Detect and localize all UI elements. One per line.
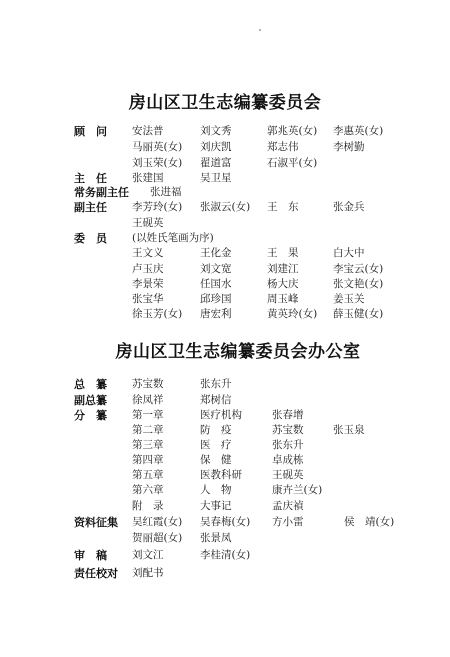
member-name: 吴红霞(女) (132, 516, 183, 528)
member-name: 石淑平(女) (267, 157, 318, 169)
office-row (0, 530, 450, 547)
member-name: 张金兵 (333, 201, 365, 213)
member-name: 李景荣 (132, 278, 164, 290)
office-row (0, 498, 450, 515)
office-row (0, 514, 450, 531)
member-name: 刘文江 (132, 549, 164, 561)
member-name: 张进福 (150, 186, 182, 198)
member-name: 刘庆凯 (200, 141, 232, 153)
member-name: 吴春梅(女) (200, 516, 251, 528)
office-row (0, 547, 450, 564)
member-name: 郭兆英(女) (267, 125, 318, 137)
committee-row (0, 306, 450, 323)
member-name: 郑树信 (200, 394, 232, 406)
member-name: 翟道富 (200, 157, 232, 169)
member-name: 周玉峰 (267, 293, 299, 305)
member-name: 刘配书 (132, 567, 164, 579)
member-name: 杨大庆 (267, 278, 299, 290)
member-name: 苏宝数 (132, 378, 164, 390)
member-name: 张建国 (132, 172, 164, 184)
member-name: 李惠英(女) (333, 125, 384, 137)
scan-speck (259, 29, 261, 31)
member-name: 安法普 (132, 125, 164, 137)
committee-row (0, 245, 450, 262)
member-name: 姜玉关 (333, 293, 365, 305)
role-label: 常务副主任 (74, 186, 129, 199)
member-name: 刘文秀 (200, 125, 232, 137)
member-name: 李桂清(女) (200, 549, 251, 561)
member-name: 张宝华 (132, 293, 164, 305)
role-label: 副主任 (74, 201, 107, 214)
member-name: 张文艳(女) (333, 278, 384, 290)
role-label: 资料征集 (74, 516, 118, 529)
member-name: 侯 靖(女) (344, 516, 395, 528)
member-name: 马丽英(女) (132, 141, 183, 153)
member-name: 李芳玲(女) (132, 201, 183, 213)
member-name: 刘建江 (267, 263, 299, 275)
member-name: 第三章 (132, 439, 164, 451)
member-name: 医 疗 (200, 439, 232, 451)
member-name: 张玉泉 (333, 424, 365, 436)
role-label: 顾 问 (74, 125, 107, 138)
member-name: 王 东 (267, 201, 299, 213)
member-name: 郑志伟 (267, 141, 299, 153)
member-name: 第四章 (132, 454, 164, 466)
member-name: 张东升 (200, 378, 232, 390)
member-name: 张春增 (272, 409, 304, 421)
member-name: 王砚英 (132, 217, 164, 229)
member-name: 第五章 (132, 469, 164, 481)
member-name: 孟庆禎 (272, 500, 304, 512)
member-name: 人 物 (200, 484, 232, 496)
office-title: 房山区卫生志编纂委员会办公室 (115, 342, 361, 362)
member-name: 刘玉荣(女) (132, 157, 183, 169)
member-name: 张淑云(女) (200, 201, 251, 213)
member-name: 张东升 (272, 439, 304, 451)
role-label: 责任校对 (74, 567, 118, 580)
role-label: 分 纂 (74, 409, 107, 422)
committee-title: 房山区卫生志编纂委员会 (128, 93, 322, 113)
member-name: 贺丽超(女) (132, 532, 183, 544)
office-row (0, 565, 450, 582)
member-name: 防 疫 (200, 424, 232, 436)
office-row (0, 376, 450, 393)
member-name: 唐宏利 (200, 308, 232, 320)
role-label: 委 员 (74, 232, 107, 245)
member-name: 薛玉健(女) (333, 308, 384, 320)
committee-row (0, 139, 450, 156)
member-name: 李树勤 (333, 141, 365, 153)
member-name: 康卉兰(女) (272, 484, 323, 496)
member-name: 邱珍国 (200, 293, 232, 305)
member-name: 第二章 (132, 424, 164, 436)
member-name: 卢玉庆 (132, 263, 164, 275)
role-label: 总 纂 (74, 378, 107, 391)
role-label: 主 任 (74, 172, 107, 185)
member-name: 刘文宽 (200, 263, 232, 275)
member-name: 李宝云(女) (333, 263, 384, 275)
member-name: 附 录 (132, 500, 164, 512)
member-name: 徐凤祥 (132, 394, 164, 406)
member-name: 王文义 (132, 247, 164, 259)
member-name: 黄英玲(女) (267, 308, 318, 320)
member-name: (以姓氏笔画为序) (132, 232, 214, 244)
member-name: 方小雷 (272, 516, 304, 528)
member-name: 王化金 (200, 247, 232, 259)
member-name: 第六章 (132, 484, 164, 496)
member-name: 吴卫星 (200, 172, 232, 184)
member-name: 张景凤 (200, 532, 232, 544)
member-name: 医疗机构 (200, 409, 242, 421)
member-name: 卓成栋 (272, 454, 304, 466)
member-name: 医教科研 (200, 469, 242, 481)
office-row (0, 482, 450, 499)
member-name: 苏宝数 (272, 424, 304, 436)
member-name: 保 健 (200, 454, 232, 466)
member-name: 王砚英 (272, 469, 304, 481)
committee-row (0, 199, 450, 216)
role-label: 审 稿 (74, 549, 107, 562)
role-label: 副总纂 (74, 394, 107, 407)
member-name: 大事记 (200, 500, 232, 512)
member-name: 白大中 (333, 247, 365, 259)
member-name: 任国水 (200, 278, 232, 290)
member-name: 徐玉芳(女) (132, 308, 183, 320)
committee-row (0, 123, 450, 140)
member-name: 王 果 (267, 247, 299, 259)
member-name: 第一章 (132, 409, 164, 421)
